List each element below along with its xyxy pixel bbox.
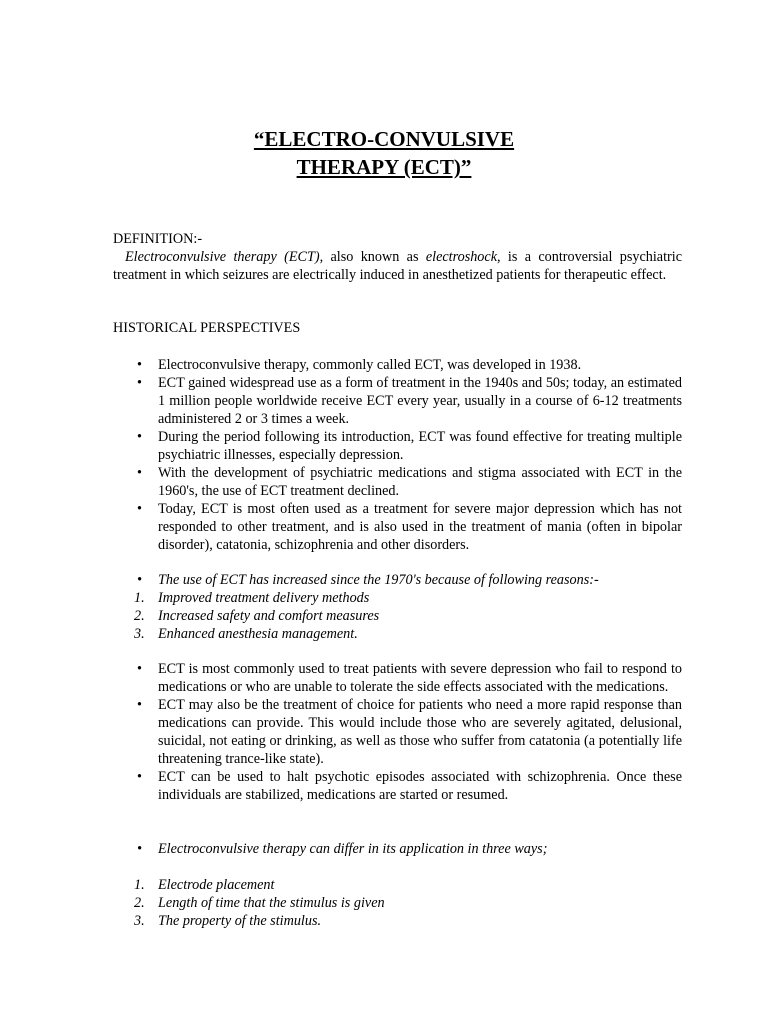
list-item xyxy=(113,696,682,768)
list-item-text: ECT may also be the treatment of choice for patients who need a more rapid response than medications can provide. This would include those who are severely agitated, delusional, suicidal, not eating or drinking, as well as those who suffer from catatonia (a potentially life threatening trance-like state). xyxy=(158,697,682,767)
bullet-marker: • xyxy=(137,375,142,391)
list-item-text: ECT gained widespread use as a form of treatment in the 1940s and 50s; today, an estimated 1 million people worldwide receive ECT every year, usually in a course of 6-12 treatments administered 2 or 3 times a week. xyxy=(158,375,683,427)
list-item xyxy=(113,356,682,374)
list-item-text: ECT can be used to halt psychotic episodes associated with schizophrenia. Once these individuals are stabilized, medications are started or resumed. xyxy=(158,769,682,803)
reasons-intro: The use of ECT has increased since the 1970's because of following reasons:- xyxy=(158,572,599,588)
bullet-marker: • xyxy=(137,572,142,588)
list-item xyxy=(113,500,682,554)
list-item-text: Improved treatment delivery methods xyxy=(158,590,370,606)
bullet-marker: • xyxy=(137,661,142,677)
list-item-text: Electrode placement xyxy=(158,877,275,893)
list-item xyxy=(113,374,682,428)
list-item xyxy=(113,428,682,464)
bullet-marker: • xyxy=(137,769,142,785)
application-list xyxy=(113,876,682,930)
definition-text-2: , is a controversial psychiatric treatment in which seizures are electrically induced in anesthetized patients for therapeutic effect. xyxy=(113,249,682,283)
list-item xyxy=(113,625,682,643)
list-item xyxy=(113,464,682,500)
list-item xyxy=(113,894,682,912)
bullet-marker: • xyxy=(137,841,142,857)
list-item-text: Today, ECT is most often used as a treatment for severe major depression which has not responded to other treatment, and is also used in the treatment of mania (often in bipolar disorder), catatonia, schizophrenia and other disorders. xyxy=(158,501,682,553)
list-item-text: Electroconvulsive therapy, commonly called ECT, was developed in 1938. xyxy=(158,357,582,373)
definition-alias: electroshock xyxy=(425,249,497,265)
application-intro: Electroconvulsive therapy can differ in its application in three ways; xyxy=(158,841,548,857)
definition-heading: DEFINITION:- xyxy=(113,231,203,247)
number-marker: 2. xyxy=(134,608,145,624)
uses-list xyxy=(113,660,682,804)
reasons-list xyxy=(113,571,682,643)
bullet-marker: • xyxy=(137,357,142,373)
list-item xyxy=(113,589,682,607)
document-title-line-2: THERAPY (ECT)” xyxy=(296,155,472,179)
list-item-text: The property of the stimulus. xyxy=(158,913,322,929)
bullet-marker: • xyxy=(137,697,142,713)
number-marker: 1. xyxy=(134,590,145,606)
list-item-text: ECT is most commonly used to treat patients with severe depression who fail to respond to medications or who are unable to tolerate the side effects associated with the medications. xyxy=(158,661,682,695)
number-marker: 1. xyxy=(134,877,145,893)
list-item-text: Length of time that the stimulus is given xyxy=(158,895,385,911)
history-heading: HISTORICAL PERSPECTIVES xyxy=(113,320,301,336)
bullet-marker: • xyxy=(137,429,142,445)
list-item xyxy=(113,660,682,696)
list-item-text: Increased safety and comfort measures xyxy=(158,608,380,624)
number-marker: 2. xyxy=(134,895,145,911)
history-list xyxy=(113,356,682,554)
list-item xyxy=(113,607,682,625)
list-item xyxy=(113,840,682,858)
application-intro-list xyxy=(113,840,682,858)
list-item-text: Enhanced anesthesia management. xyxy=(158,626,358,642)
document-title-line-1: “ELECTRO-CONVULSIVE xyxy=(253,127,515,151)
definition-text-1: , also known as xyxy=(319,249,426,265)
list-item-text: During the period following its introduction, ECT was found effective for treating multiple psychiatric illnesses, especially depression. xyxy=(158,429,682,463)
definition-paragraph xyxy=(113,248,682,284)
number-marker: 3. xyxy=(134,626,145,642)
list-item-text: With the development of psychiatric medications and stigma associated with ECT in the 1960's, the use of ECT treatment declined. xyxy=(158,465,682,499)
number-marker: 3. xyxy=(134,913,145,929)
list-item xyxy=(113,571,682,589)
list-item xyxy=(113,912,682,930)
bullet-marker: • xyxy=(137,501,142,517)
list-item xyxy=(113,876,682,894)
bullet-marker: • xyxy=(137,465,142,481)
definition-term: Electroconvulsive therapy (ECT) xyxy=(125,249,320,265)
list-item xyxy=(113,768,682,804)
